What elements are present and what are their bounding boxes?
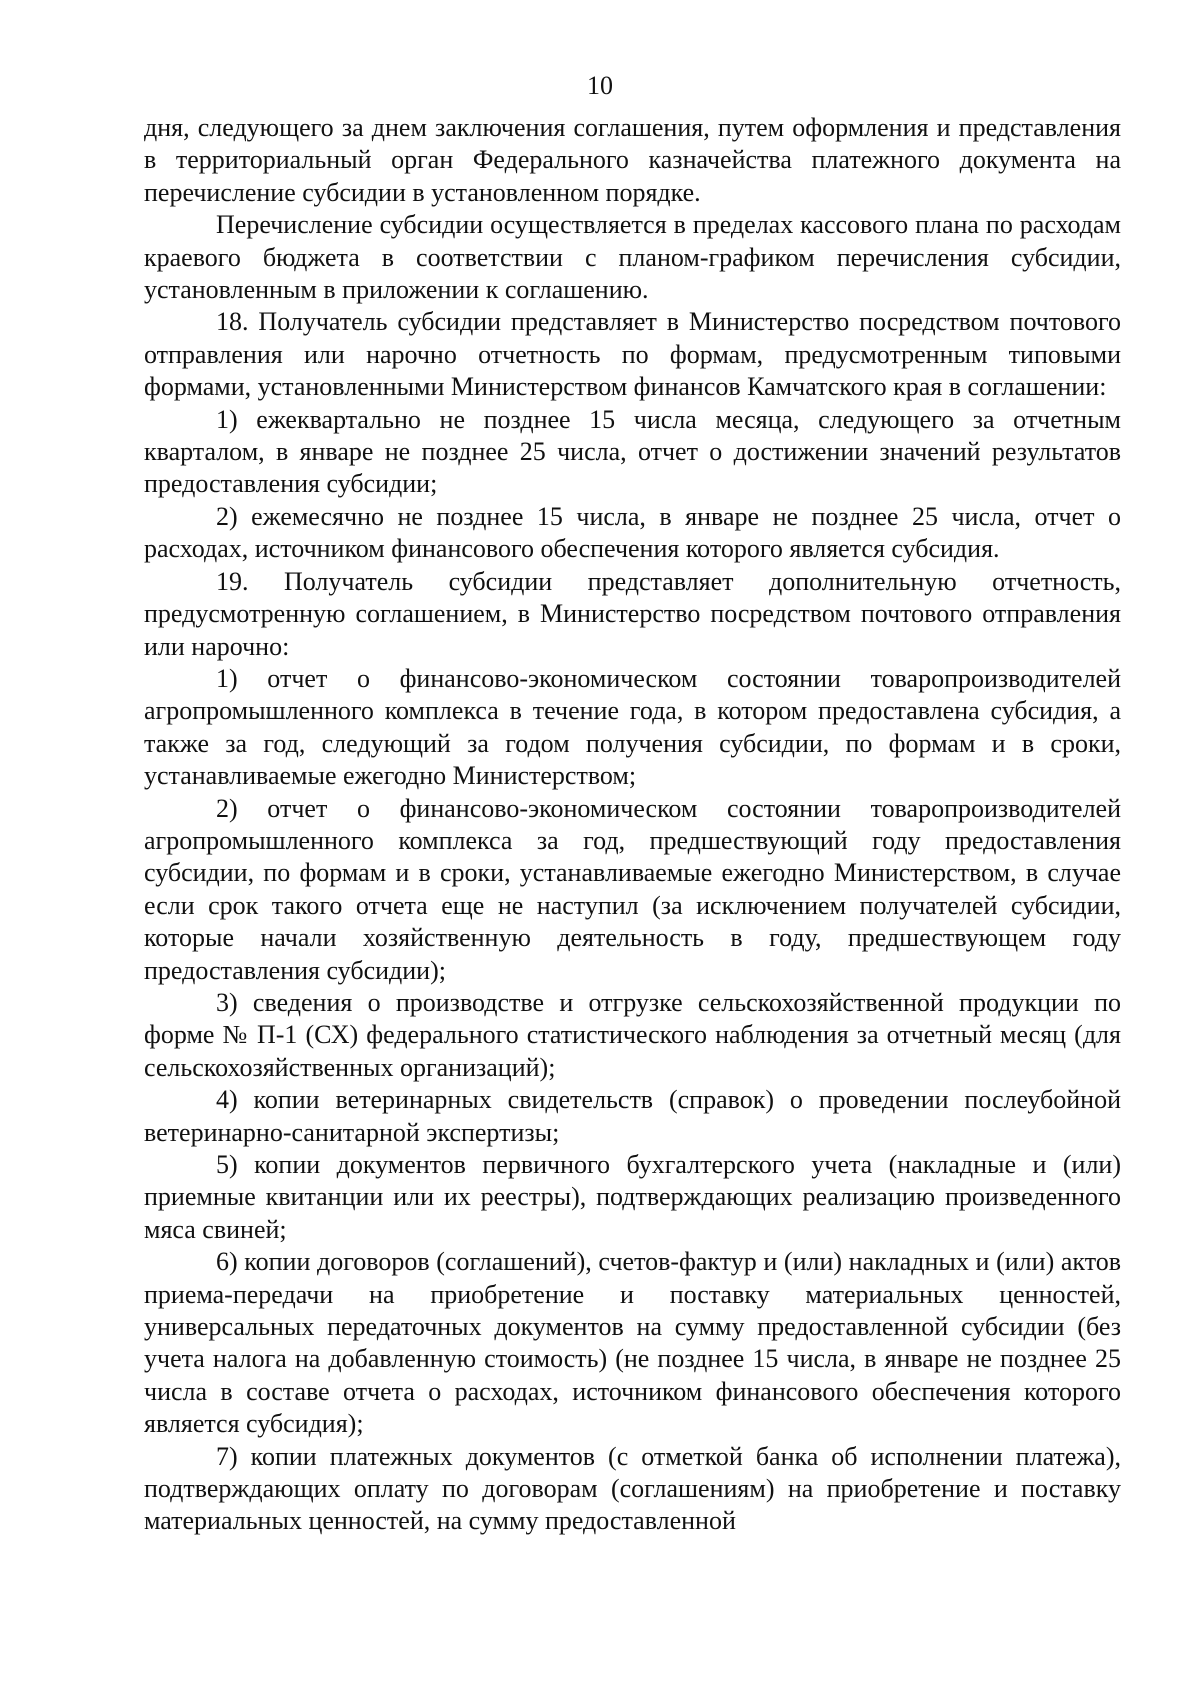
paragraph-19-sub-6: 6) копии договоров (соглашений), счетов-фактур и (или) накладных и (или) актов приема-передачи на приобретение и поставку материальных ценностей, универсальных передаточных документов на сумму предоставленной субсидии (без учета налога на добавленную стоимость) (не позднее 15 числа, в январе не позднее 25 числа в составе отчета о расходах, источником финансового обеспечения которого является субсидия); [144, 1247, 1121, 1439]
paragraph-19-sub-2: 2) отчет о финансово-экономическом состоянии товаропроизводителей агропромышленного комплекса за год, предшествующий году предоставления субсидии, по формам и в сроки, устанавливаемые ежегодно Министерством, в случае если срок такого отчета еще не наступил (за исключением получателей субсидии, которые начали хозяйственную деятельность в году, предшествующем году предоставления субсидии); [144, 793, 1121, 985]
paragraph-19-sub-7: 7) копии платежных документов (с отметкой банка об исполнении платежа), подтверждающих оплату по договорам (соглашениям) на приобретение и поставку материальных ценностей, на сумму предоставленной [144, 1441, 1121, 1536]
paragraph-19-sub-5: 5) копии документов первичного бухгалтерского учета (накладные и (или) приемные квитанции или их реестры), подтверждающих реализацию произведенного мяса свиней; [144, 1150, 1121, 1244]
paragraph-18-sub-1: 1) ежеквартально не позднее 15 числа месяца, следующего за отчетным кварталом, в январе не позднее 25 числа, отчет о достижении значений результатов предоставления субсидии; [144, 404, 1121, 499]
paragraph-19-sub-1: 1) отчет о финансово-экономическом состоянии товаропроизводителей агропромышленного комплекса в течение года, в котором предоставлена субсидия, а также за год, следующий за годом получения субсидии, по формам и в сроки, устанавливаемые ежегодно Министерством; [144, 663, 1121, 791]
paragraph-item-19: 19. Получатель субсидии представляет дополнительную отчетность, предусмотренную соглашением, в Министерство посредством почтового отправления или нарочно: [144, 566, 1121, 661]
paragraph-item-18: 18. Получатель субсидии представляет в Министерство посредством почтового отправления или нарочно отчетность по формам, предусмотренным типовыми формами, установленными Министерством финансов Камчатского края в соглашении: [144, 307, 1121, 402]
paragraph-19-sub-4: 4) копии ветеринарных свидетельств (справок) о проведении послеубойной ветеринарно-санитарной экспертизы; [144, 1085, 1121, 1147]
page-number: 10 [587, 71, 613, 100]
paragraph-19-sub-3: 3) сведения о производстве и отгрузке сельскохозяйственной продукции по форме № П-1 (СХ) федерального статистического наблюдения за отчетный месяц (для сельскохозяйственных организаций); [144, 987, 1121, 1082]
paragraph-transfer-plan: Перечисление субсидии осуществляется в пределах кассового плана по расходам краевого бюджета в соответствии с планом-графиком перечисления субсидии, установленным в приложении к соглашению. [144, 210, 1121, 305]
paragraph-continuation: дня, следующего за днем заключения соглашения, путем оформления и представления в территориальный орган Федерального казначейства платежного документа на перечисление субсидии в установленном порядке. [144, 113, 1121, 207]
document-body [144, 112, 1121, 1538]
paragraph-18-sub-2: 2) ежемесячно не позднее 15 числа, в январе не позднее 25 числа, отчет о расходах, источником финансового обеспечения которого является субсидия. [144, 501, 1121, 564]
